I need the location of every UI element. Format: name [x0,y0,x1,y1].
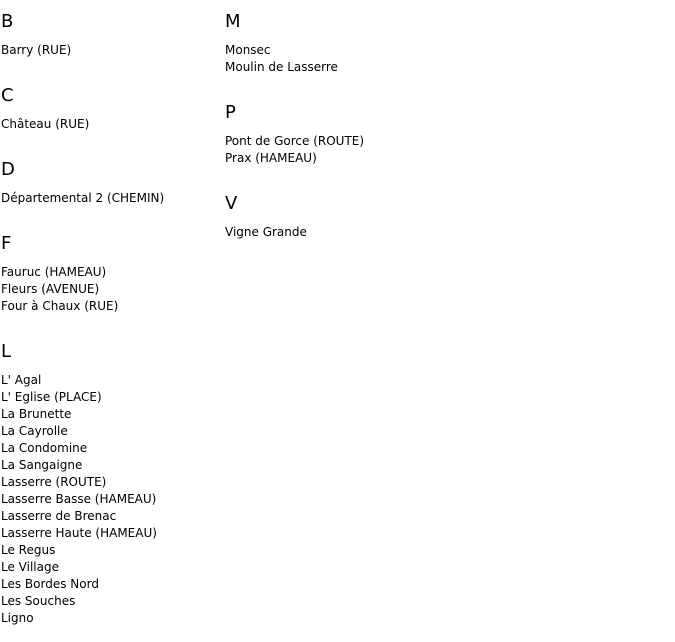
street-index-right-column [225,0,525,256]
street-link[interactable]: Four à Chaux (RUE) [1,299,119,313]
street-list [1,190,221,207]
street-link[interactable]: Lasserre (ROUTE) [1,475,107,489]
letter-group-m [225,11,525,91]
street-link[interactable]: Les Souches [1,594,76,608]
street-link[interactable]: Ligno [1,611,34,625]
street-list [1,116,221,133]
street-list [225,133,525,167]
letter-group-c [1,85,221,148]
street-link[interactable]: Fleurs (AVENUE) [1,282,100,296]
letter-group-b [1,11,221,74]
group-spacer [1,207,221,222]
street-link[interactable]: Moulin de Lasserre [225,60,338,74]
letter-group-l [1,341,221,642]
group-spacer [225,241,525,256]
street-link[interactable]: Barry (RUE) [1,43,72,57]
street-link[interactable]: Prax (HAMEAU) [225,151,317,165]
group-spacer [1,315,221,330]
letter-heading: L [1,341,12,362]
street-link[interactable]: Pont de Gorce (ROUTE) [225,134,365,148]
letter-group-v [225,193,525,256]
letter-group-p [225,102,525,182]
street-link[interactable]: Le Village [1,560,59,574]
letter-heading: M [225,11,241,32]
street-link[interactable]: Vigne Grande [225,225,307,239]
street-link[interactable]: Fauruc (HAMEAU) [1,265,107,279]
street-list [225,224,525,241]
street-link[interactable]: Les Bordes Nord [1,577,99,591]
letter-heading: C [1,85,14,106]
letter-heading: V [225,193,238,214]
letter-heading: F [1,233,12,254]
letter-heading: B [1,11,14,32]
street-list [225,42,525,76]
group-spacer [225,167,525,182]
street-list [1,372,221,627]
group-spacer [225,76,525,91]
street-link[interactable]: Lasserre Basse (HAMEAU) [1,492,157,506]
street-link[interactable]: Lasserre Haute (HAMEAU) [1,526,157,540]
street-link[interactable]: Lasserre de Brenac [1,509,117,523]
street-list [1,264,221,315]
letter-heading: P [225,102,236,123]
street-link[interactable]: La Brunette [1,407,72,421]
street-link[interactable]: L' Eglise (PLACE) [1,390,102,404]
street-link[interactable]: Château (RUE) [1,117,90,131]
street-list [1,42,221,59]
street-link[interactable]: Le Regus [1,543,56,557]
street-link[interactable]: La Cayrolle [1,424,68,438]
letter-group-f [1,233,221,330]
street-link[interactable]: Départemental 2 (CHEMIN) [1,191,165,205]
group-spacer [1,133,221,148]
street-link[interactable]: La Sangaigne [1,458,83,472]
street-link[interactable]: Monsec [225,43,271,57]
group-spacer [1,627,221,642]
street-link[interactable]: L' Agal [1,373,42,387]
letter-heading: D [1,159,15,180]
letter-group-d [1,159,221,222]
street-link[interactable]: La Condomine [1,441,88,455]
group-spacer [1,59,221,74]
street-index-left-column [1,0,221,642]
